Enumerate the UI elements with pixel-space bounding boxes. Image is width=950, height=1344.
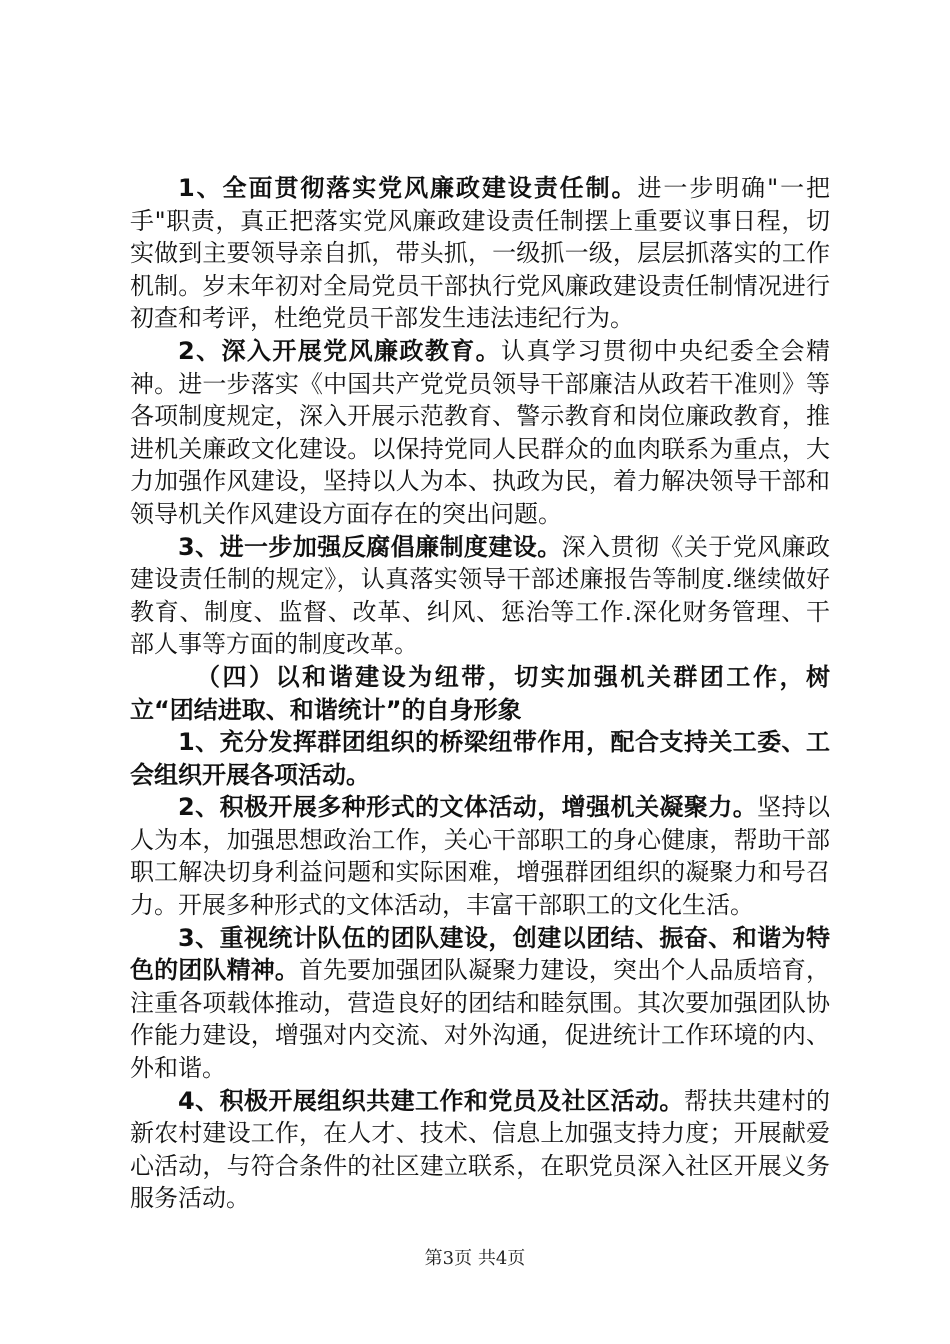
- page-number-footer: 第3页 共4页: [424, 1248, 526, 1269]
- paragraph-7-text: 首先要加强团队凝聚力建设，突出个人品质培育，注重各项载体推动，营造良好的团结和睦氛围。其次要加强团队协作能力建设，增强对内交流、对外沟通，促进统计工作环境的内、外和谐。: [130, 956, 830, 1083]
- paragraph-6-heading: 2、积极开展多种形式的文体活动，增强机关凝聚力。: [178, 793, 758, 822]
- paragraph-6-text: 坚持以人为本，加强思想政治工作，关心干部职工的身心健康，帮助干部职工解决切身利益问题和实际困难，增强群团组织的凝聚力和号召力。开展多种形式的文体活动，丰富干部职工的文化生活。: [130, 793, 831, 920]
- paragraph-6: [130, 791, 830, 921]
- paragraph-5-heading: 1、充分发挥群团组织的桥梁纽带作用，配合支持关工委、工会组织开展各项活动。: [130, 728, 830, 789]
- paragraph-2: [130, 335, 830, 531]
- paragraph-1-heading: 1、全面贯彻落实党风廉政建设责任制。: [178, 174, 638, 202]
- paragraph-7: [130, 922, 830, 1085]
- section-heading-4: [130, 661, 830, 726]
- document-body: [130, 172, 830, 1215]
- paragraph-7-heading: 3、重视统计队伍的团队建设，创建以团结、振奋、和谐为特色的团队精神。: [130, 923, 830, 985]
- paragraph-1: [130, 172, 830, 335]
- paragraph-3-heading: 3、进一步加强反腐倡廉制度建设。: [178, 532, 562, 561]
- paragraph-3-text: 深入贯彻《关于党风廉政建设责任制的规定》，认真落实领导干部述廉报告等制度.继续做好教育、制度、监督、改革、纠风、惩治等工作.深化财务管理、干部人事等方面的制度改革。: [130, 532, 831, 659]
- paragraph-3: [130, 531, 830, 661]
- paragraph-5: [130, 726, 830, 791]
- paragraph-1-text: 进一步明确"一把手"职责，真正把落实党风廉政建设责任制摆上重要议事日程，切实做到主要领导亲自抓，带头抓，一级抓一级，层层抓落实的工作机制。岁末年初对全局党员干部执行党风廉政建设责任制情况进行初查和考评，杜绝党员干部发生违法违纪行为。: [130, 174, 831, 333]
- paragraph-2-text: 认真学习贯彻中央纪委全会精神。进一步落实《中国共产党党员领导干部廉洁从政若干准则》等各项制度规定，深入开展示范教育、警示教育和岗位廉政教育，推进机关廉政文化建设。以保持党同人民群众的血肉联系为重点，大力加强作风建设，坚持以人为本、执政为民，着力解决领导干部和领导机关作风建设方面存在的突出问题。: [130, 336, 831, 528]
- paragraph-8-heading: 4、积极开展组织共建工作和党员及社区活动。: [178, 1086, 684, 1115]
- paragraph-2-heading: 2、深入开展党风廉政教育。: [178, 336, 502, 365]
- section-heading-4-text: （四）以和谐建设为纽带，切实加强机关群团工作，树立“团结进取、和谐统计”的自身形象: [130, 662, 830, 724]
- paragraph-8-text: 帮扶共建村的新农村建设工作，在人才、技术、信息上加强支持力度；开展献爱心活动，与符合条件的社区建立联系，在职党员深入社区开展义务服务活动。: [130, 1086, 831, 1213]
- paragraph-8: [130, 1085, 830, 1215]
